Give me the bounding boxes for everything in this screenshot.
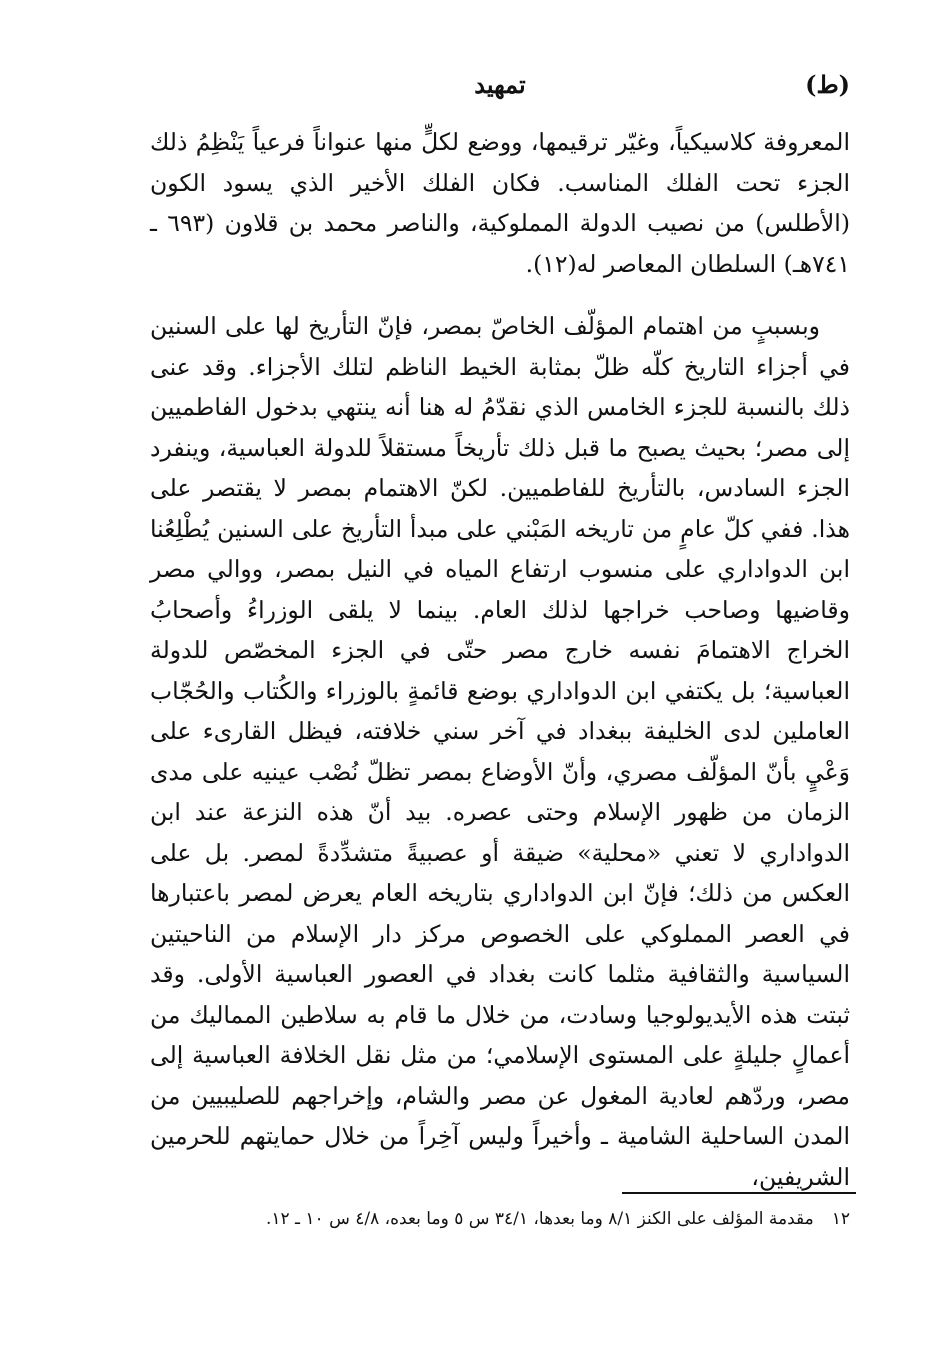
page-number-label: (ط)	[805, 70, 850, 99]
footnote-number: ١٢	[831, 1209, 850, 1229]
footnote	[150, 1206, 850, 1232]
page-header	[150, 70, 850, 104]
body-text	[150, 122, 850, 1197]
footnote-separator	[622, 1192, 856, 1194]
paragraph-1: المعروفة كلاسيكياً، وغيّر ترقيمها، ووضع لكلٍّ منها عنواناً فرعياً يَنْظِمُ ذلك الجزء تحت الفلك المناسب. فكان الفلك الأخير الذي يسود الكون (الأطلس) من نصيب الدولة المملوكية، والناصر محمد بن قلاون (٦٩٣ ـ ٧٤١هـ) السلطان المعاصر له(١٢).	[150, 128, 850, 278]
paragraph-2: وبسببٍ من اهتمام المؤلّف الخاصّ بمصر، فإنّ التأريخ لها على السنين في أجزاء التاريخ كلّه ظلّ بمثابة الخيط الناظم لتلك الأجزاء. وقد عنى ذلك بالنسبة للجزء الخامس الذي نقدّمُ له هنا أنه ينتهي بدخول الفاطميين إلى مصر؛ بحيث يصبح ما قبل ذلك تأريخاً مستقلاً للدولة العباسية، وينفرد الجزء السادس، بالتأريخ للفاطميين. لكنّ الاهتمام بمصر لا يقتصر على هذا. ففي كلّ عامٍ من تاريخه المَبْني على مبدأ التأريخ على السنين يُطْلِعُنا ابن الدواداري على منسوب ارتفاع المياه في النيل بمصر، ووالي مصر وقاضيها وصاحب خراجها لذلك العام. بينما لا يلقى الوزراءُ وأصحابُ الخراج الاهتمامَ نفسه خارج مصر حتّى في الجزء المخصّص للدولة العباسية؛ بل يكتفي ابن الدواداري بوضع قائمةٍ بالوزراء والكُتاب والحُجّاب العاملين لدى الخليفة ببغداد في آخر سني خلافته، فيظل القارىء على وَعْيٍ بأنّ المؤلّف مصري، وأنّ الأوضاع بمصر تظلّ نُصْب عينيه على مدى الزمان من ظهور الإسلام وحتى عصره. بيد أنّ هذه النزعة عند ابن الدواداري لا تعني «محلية» ضيقة أو عصبيةً متشدِّدةً لمصر. بل على العكس من ذلك؛ فإنّ ابن الدواداري بتاريخه العام يعرض لمصر باعتبارها في العصر المملوكي على الخصوص مركز دار الإسلام من الناحيتين السياسية والثقافية مثلما كانت بغداد في العصور العباسية الأولى. وقد ثبتت هذه الأيديولوجيا وسادت، من خلال ما قام به سلاطين المماليك من أعمالٍ جليلةٍ على المستوى الإسلامي؛ من مثل نقل الخلافة العباسية إلى مصر، وردّهم لعادية المغول عن مصر والشام، وإخراجهم للصليبيين من المدن الساحلية الشامية ـ وأخيراً وليس آخِراً من خلال حمايتهم للحرمين الشريفين،	[150, 312, 850, 1191]
footnote-text: مقدمة المؤلف على الكنز ٨/١ وما بعدها، ٣٤/١ س ٥ وما بعده، ٤/٨ س ١٠ ـ ١٢.	[265, 1209, 814, 1229]
running-title: تمهيد	[474, 70, 526, 99]
